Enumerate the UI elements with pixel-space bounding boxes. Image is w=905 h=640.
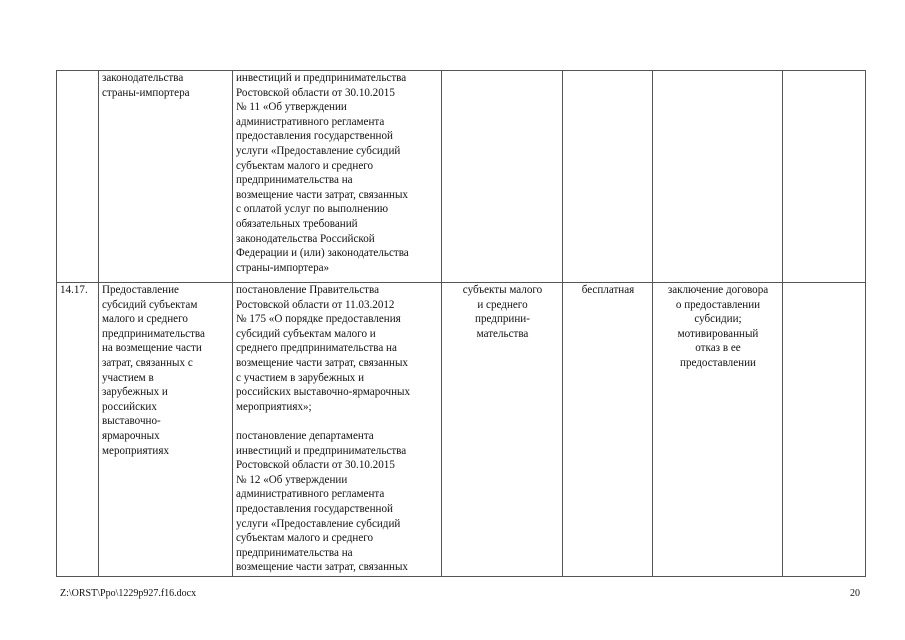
recipients-cell (442, 71, 563, 283)
legal-basis-cell (233, 283, 442, 577)
services-table (56, 70, 866, 577)
table-row (57, 283, 866, 577)
footer-file-path: Z:\ORST\Ppo\1229p927.f16.docx (60, 588, 197, 599)
cost-cell (563, 71, 653, 283)
page-number: 20 (850, 588, 860, 599)
legal-basis-paragraph: постановление Правительства Ростовской области от 11.03.2012 № 175 «О порядке предоставления субсидий субъектам малого и среднего предпринимательства на возмещение части затрат, связанных с участием в зарубежных и российских выставочно-ярмарочных мероприятиях»; (236, 284, 411, 413)
legal-basis-cell: инвестиций и предпринимательства Ростовской области от 30.10.2015 № 11 «Об утверждении административного регламента предоставления государственной услуги «Предоставление субсидий субъектам малого и среднего предпринимательства на возмещение части затрат, связанных с оплатой услуг по выполнению обязательных требований законодательства Российской Федерации и (или) законодательства страны-импортера» (233, 71, 442, 283)
service-name-cell: законодательства страны-импортера (99, 71, 233, 283)
cost-cell: бесплатная (563, 283, 653, 577)
extra-cell (783, 283, 866, 577)
row-number-cell: 14.17. (57, 283, 99, 577)
recipients-cell: субъекты малого и среднего предприни- мательства (442, 283, 563, 577)
table-row (57, 71, 866, 283)
service-name-cell: Предоставление субсидий субъектам малого и среднего предпринимательства на возмещение части затрат, связанных с участием в зарубежных и российских выставочно- ярмарочных мероприятиях (99, 283, 233, 577)
extra-cell (783, 71, 866, 283)
legal-basis-paragraph: постановление департамента инвестиций и предпринимательства Ростовской области от 30.10.2015 № 12 «Об утверждении административного регламента предоставления государственной услуги «Предоставление субсидий субъектам малого и среднего предпринимательства на возмещение части затрат, связанных (236, 429, 408, 574)
result-cell (653, 71, 783, 283)
row-number-cell (57, 71, 99, 283)
result-cell: заключение договора о предоставлении субсидии; мотивированный отказ в ее предоставлении (653, 283, 783, 577)
